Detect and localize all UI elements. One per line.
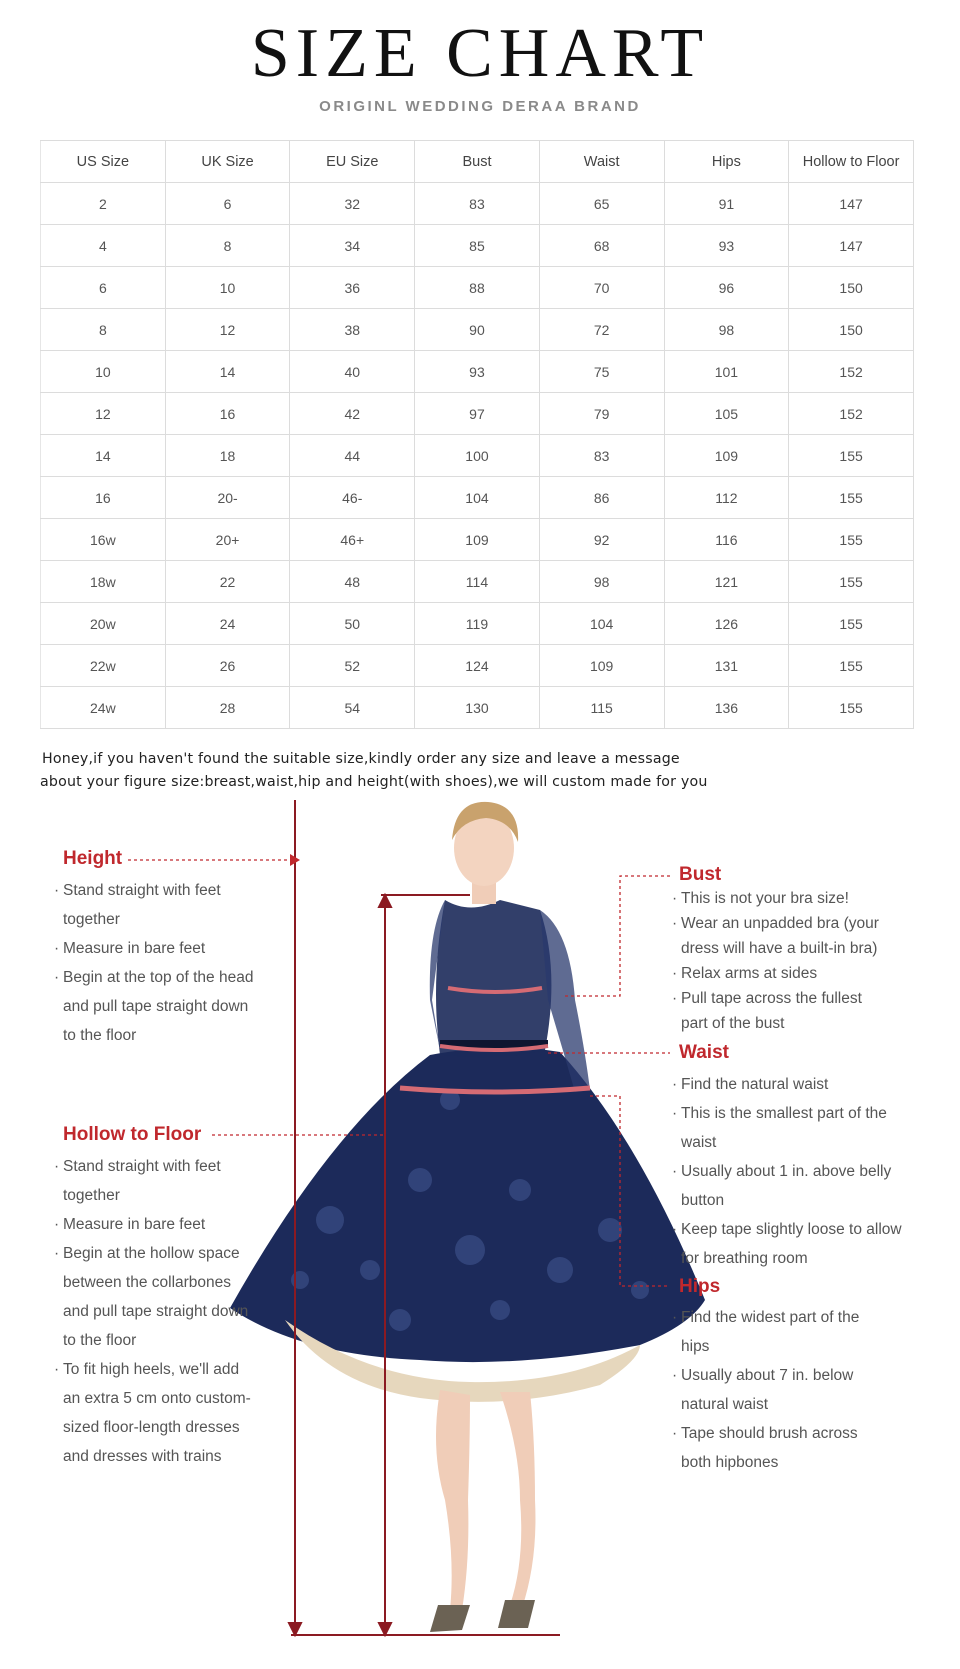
cell-us-size: 4 xyxy=(41,225,166,267)
table-row xyxy=(41,645,914,687)
cell-hips: 136 xyxy=(664,687,789,729)
cell-uk-size: 12 xyxy=(165,309,290,351)
table-row xyxy=(41,519,914,561)
cell-waist: 75 xyxy=(539,351,664,393)
height-heading: Height xyxy=(63,848,123,869)
cell-hollow-to-floor: 152 xyxy=(789,393,914,435)
hollow-item-1: · Stand straight with feet xyxy=(54,1152,251,1181)
cell-uk-size: 14 xyxy=(165,351,290,393)
waist-item-3: waist xyxy=(681,1134,717,1151)
bust-item-6: part of the bust xyxy=(681,1015,785,1032)
cell-eu-size: 36 xyxy=(290,267,415,309)
measurement-guide xyxy=(0,800,960,1660)
waist-item-1: · Find the natural waist xyxy=(672,1070,902,1099)
cell-us-size: 12 xyxy=(41,393,166,435)
hollow-item-6: and pull tape straight down xyxy=(63,1303,249,1320)
table-row xyxy=(41,603,914,645)
cell-hollow-to-floor: 155 xyxy=(789,477,914,519)
cell-hollow-to-floor: 152 xyxy=(789,351,914,393)
table-row xyxy=(41,183,914,225)
bust-item-5: · Pull tape across the fullest xyxy=(672,986,879,1011)
cell-us-size: 16 xyxy=(41,477,166,519)
cell-us-size: 20w xyxy=(41,603,166,645)
page-title: SIZE CHART xyxy=(250,15,710,92)
cell-bust: 109 xyxy=(415,519,540,561)
cell-bust: 124 xyxy=(415,645,540,687)
cell-hollow-to-floor: 155 xyxy=(789,435,914,477)
bust-heading: Bust xyxy=(679,864,722,885)
cell-hollow-to-floor: 147 xyxy=(789,225,914,267)
cell-uk-size: 20- xyxy=(165,477,290,519)
cell-waist: 83 xyxy=(539,435,664,477)
model-shoe-right xyxy=(498,1600,535,1628)
hollow-heading: Hollow to Floor xyxy=(63,1124,202,1145)
bust-item-2: · Wear an unpadded bra (your xyxy=(672,911,879,936)
table-row xyxy=(41,309,914,351)
cell-hips: 112 xyxy=(664,477,789,519)
note-line-1: Honey,if you haven't found the suitable size,kindly order any size and leave a message xyxy=(42,751,680,767)
waist-item-6: · Keep tape slightly loose to allow xyxy=(672,1215,902,1244)
cell-uk-size: 8 xyxy=(165,225,290,267)
cell-us-size: 14 xyxy=(41,435,166,477)
note-line-2: about your figure size:breast,waist,hip and height(with shoes),we will custom made for you xyxy=(40,774,708,790)
cell-hollow-to-floor: 155 xyxy=(789,645,914,687)
cell-eu-size: 48 xyxy=(290,561,415,603)
cell-hips: 98 xyxy=(664,309,789,351)
table-row xyxy=(41,687,914,729)
hips-heading: Hips xyxy=(679,1276,721,1297)
hips-item-6: both hipbones xyxy=(681,1454,779,1471)
cell-waist: 109 xyxy=(539,645,664,687)
waist-item-5: button xyxy=(681,1192,725,1209)
dress-skirt xyxy=(230,1048,705,1362)
height-item-2: together xyxy=(63,911,120,928)
custom-size-note xyxy=(42,748,922,794)
cell-bust: 130 xyxy=(415,687,540,729)
cell-hips: 131 xyxy=(664,645,789,687)
cell-uk-size: 28 xyxy=(165,687,290,729)
cell-hips: 126 xyxy=(664,603,789,645)
table-row xyxy=(41,267,914,309)
model-shoe-left xyxy=(430,1605,470,1632)
table-header-row xyxy=(41,141,914,183)
cell-us-size: 10 xyxy=(41,351,166,393)
cell-us-size: 8 xyxy=(41,309,166,351)
bust-item-3: dress will have a built-in bra) xyxy=(681,940,878,957)
cell-eu-size: 42 xyxy=(290,393,415,435)
cell-waist: 70 xyxy=(539,267,664,309)
cell-hips: 109 xyxy=(664,435,789,477)
cell-waist: 68 xyxy=(539,225,664,267)
height-item-5: and pull tape straight down xyxy=(63,998,249,1015)
hollow-item-9: an extra 5 cm onto custom- xyxy=(63,1390,251,1407)
waist-item-4: · Usually about 1 in. above belly xyxy=(672,1157,902,1186)
cell-waist: 65 xyxy=(539,183,664,225)
cell-hollow-to-floor: 155 xyxy=(789,687,914,729)
bust-item-4: · Relax arms at sides xyxy=(672,961,879,986)
cell-eu-size: 44 xyxy=(290,435,415,477)
cell-us-size: 18w xyxy=(41,561,166,603)
col-us-size: US Size xyxy=(41,141,166,183)
height-item-3: · Measure in bare feet xyxy=(54,934,253,963)
cell-us-size: 16w xyxy=(41,519,166,561)
hollow-item-4: · Begin at the hollow space xyxy=(54,1239,251,1268)
cell-uk-size: 22 xyxy=(165,561,290,603)
cell-bust: 90 xyxy=(415,309,540,351)
hollow-item-5: between the collarbones xyxy=(63,1274,232,1291)
waist-item-7: for breathing room xyxy=(681,1250,808,1267)
cell-uk-size: 26 xyxy=(165,645,290,687)
cell-eu-size: 52 xyxy=(290,645,415,687)
cell-hips: 96 xyxy=(664,267,789,309)
hips-item-2: hips xyxy=(681,1338,710,1355)
waist-heading: Waist xyxy=(679,1042,729,1063)
col-hollow-to-floor: Hollow to Floor xyxy=(789,141,914,183)
cell-us-size: 2 xyxy=(41,183,166,225)
cell-bust: 114 xyxy=(415,561,540,603)
col-bust: Bust xyxy=(415,141,540,183)
bust-instructions xyxy=(672,886,879,1036)
table-row xyxy=(41,561,914,603)
cell-bust: 93 xyxy=(415,351,540,393)
cell-bust: 85 xyxy=(415,225,540,267)
cell-uk-size: 16 xyxy=(165,393,290,435)
cell-uk-size: 24 xyxy=(165,603,290,645)
height-item-6: to the floor xyxy=(63,1027,137,1044)
hollow-item-11: and dresses with trains xyxy=(63,1448,222,1465)
cell-eu-size: 34 xyxy=(290,225,415,267)
cell-hips: 93 xyxy=(664,225,789,267)
cell-hollow-to-floor: 150 xyxy=(789,309,914,351)
cell-waist: 104 xyxy=(539,603,664,645)
waist-instructions xyxy=(672,1070,902,1273)
col-waist: Waist xyxy=(539,141,664,183)
cell-bust: 100 xyxy=(415,435,540,477)
cell-waist: 115 xyxy=(539,687,664,729)
cell-bust: 119 xyxy=(415,603,540,645)
cell-eu-size: 32 xyxy=(290,183,415,225)
cell-us-size: 22w xyxy=(41,645,166,687)
cell-hollow-to-floor: 150 xyxy=(789,267,914,309)
hips-item-5: · Tape should brush across xyxy=(672,1419,859,1448)
cell-eu-size: 40 xyxy=(290,351,415,393)
waist-item-2: · This is the smallest part of the xyxy=(672,1099,902,1128)
cell-hollow-to-floor: 155 xyxy=(789,519,914,561)
cell-bust: 83 xyxy=(415,183,540,225)
table-row xyxy=(41,393,914,435)
cell-waist: 72 xyxy=(539,309,664,351)
cell-eu-size: 54 xyxy=(290,687,415,729)
cell-eu-size: 38 xyxy=(290,309,415,351)
cell-hollow-to-floor: 155 xyxy=(789,561,914,603)
col-hips: Hips xyxy=(664,141,789,183)
cell-waist: 86 xyxy=(539,477,664,519)
cell-uk-size: 18 xyxy=(165,435,290,477)
model-leg-right xyxy=(500,1392,535,1608)
cell-waist: 79 xyxy=(539,393,664,435)
cell-uk-size: 6 xyxy=(165,183,290,225)
col-uk-size: UK Size xyxy=(165,141,290,183)
cell-eu-size: 50 xyxy=(290,603,415,645)
cell-us-size: 6 xyxy=(41,267,166,309)
cell-hollow-to-floor: 147 xyxy=(789,183,914,225)
cell-hips: 91 xyxy=(664,183,789,225)
bust-leader xyxy=(565,876,670,996)
model-leg-left xyxy=(436,1390,470,1610)
hips-instructions xyxy=(672,1303,859,1477)
cell-hollow-to-floor: 155 xyxy=(789,603,914,645)
hollow-item-2: together xyxy=(63,1187,120,1204)
cell-eu-size: 46+ xyxy=(290,519,415,561)
height-instructions xyxy=(54,876,253,1050)
cell-bust: 97 xyxy=(415,393,540,435)
hips-item-4: natural waist xyxy=(681,1396,769,1413)
hollow-item-8: · To fit high heels, we'll add xyxy=(54,1355,251,1384)
cell-bust: 104 xyxy=(415,477,540,519)
table-row xyxy=(41,351,914,393)
hollow-item-10: sized floor-length dresses xyxy=(63,1419,240,1436)
col-eu-size: EU Size xyxy=(290,141,415,183)
height-item-4: · Begin at the top of the head xyxy=(54,963,253,992)
cell-waist: 92 xyxy=(539,519,664,561)
height-item-1: · Stand straight with feet xyxy=(54,876,253,905)
cell-uk-size: 10 xyxy=(165,267,290,309)
brand-subtitle: ORIGINL WEDDING DERAA BRAND xyxy=(319,98,641,115)
hollow-item-3: · Measure in bare feet xyxy=(54,1210,251,1239)
hips-item-1: · Find the widest part of the xyxy=(672,1303,859,1332)
cell-eu-size: 46- xyxy=(290,477,415,519)
cell-bust: 88 xyxy=(415,267,540,309)
cell-hips: 121 xyxy=(664,561,789,603)
size-table xyxy=(40,140,914,729)
table-row xyxy=(41,225,914,267)
table-row xyxy=(41,477,914,519)
table-row xyxy=(41,435,914,477)
dress-bodice xyxy=(436,900,551,1058)
hollow-item-7: to the floor xyxy=(63,1332,137,1349)
cell-hips: 116 xyxy=(664,519,789,561)
cell-hips: 105 xyxy=(664,393,789,435)
cell-waist: 98 xyxy=(539,561,664,603)
cell-hips: 101 xyxy=(664,351,789,393)
hollow-instructions xyxy=(54,1152,251,1471)
cell-uk-size: 20+ xyxy=(165,519,290,561)
cell-us-size: 24w xyxy=(41,687,166,729)
hips-item-3: · Usually about 7 in. below xyxy=(672,1361,859,1390)
bust-item-1: · This is not your bra size! xyxy=(672,886,879,911)
